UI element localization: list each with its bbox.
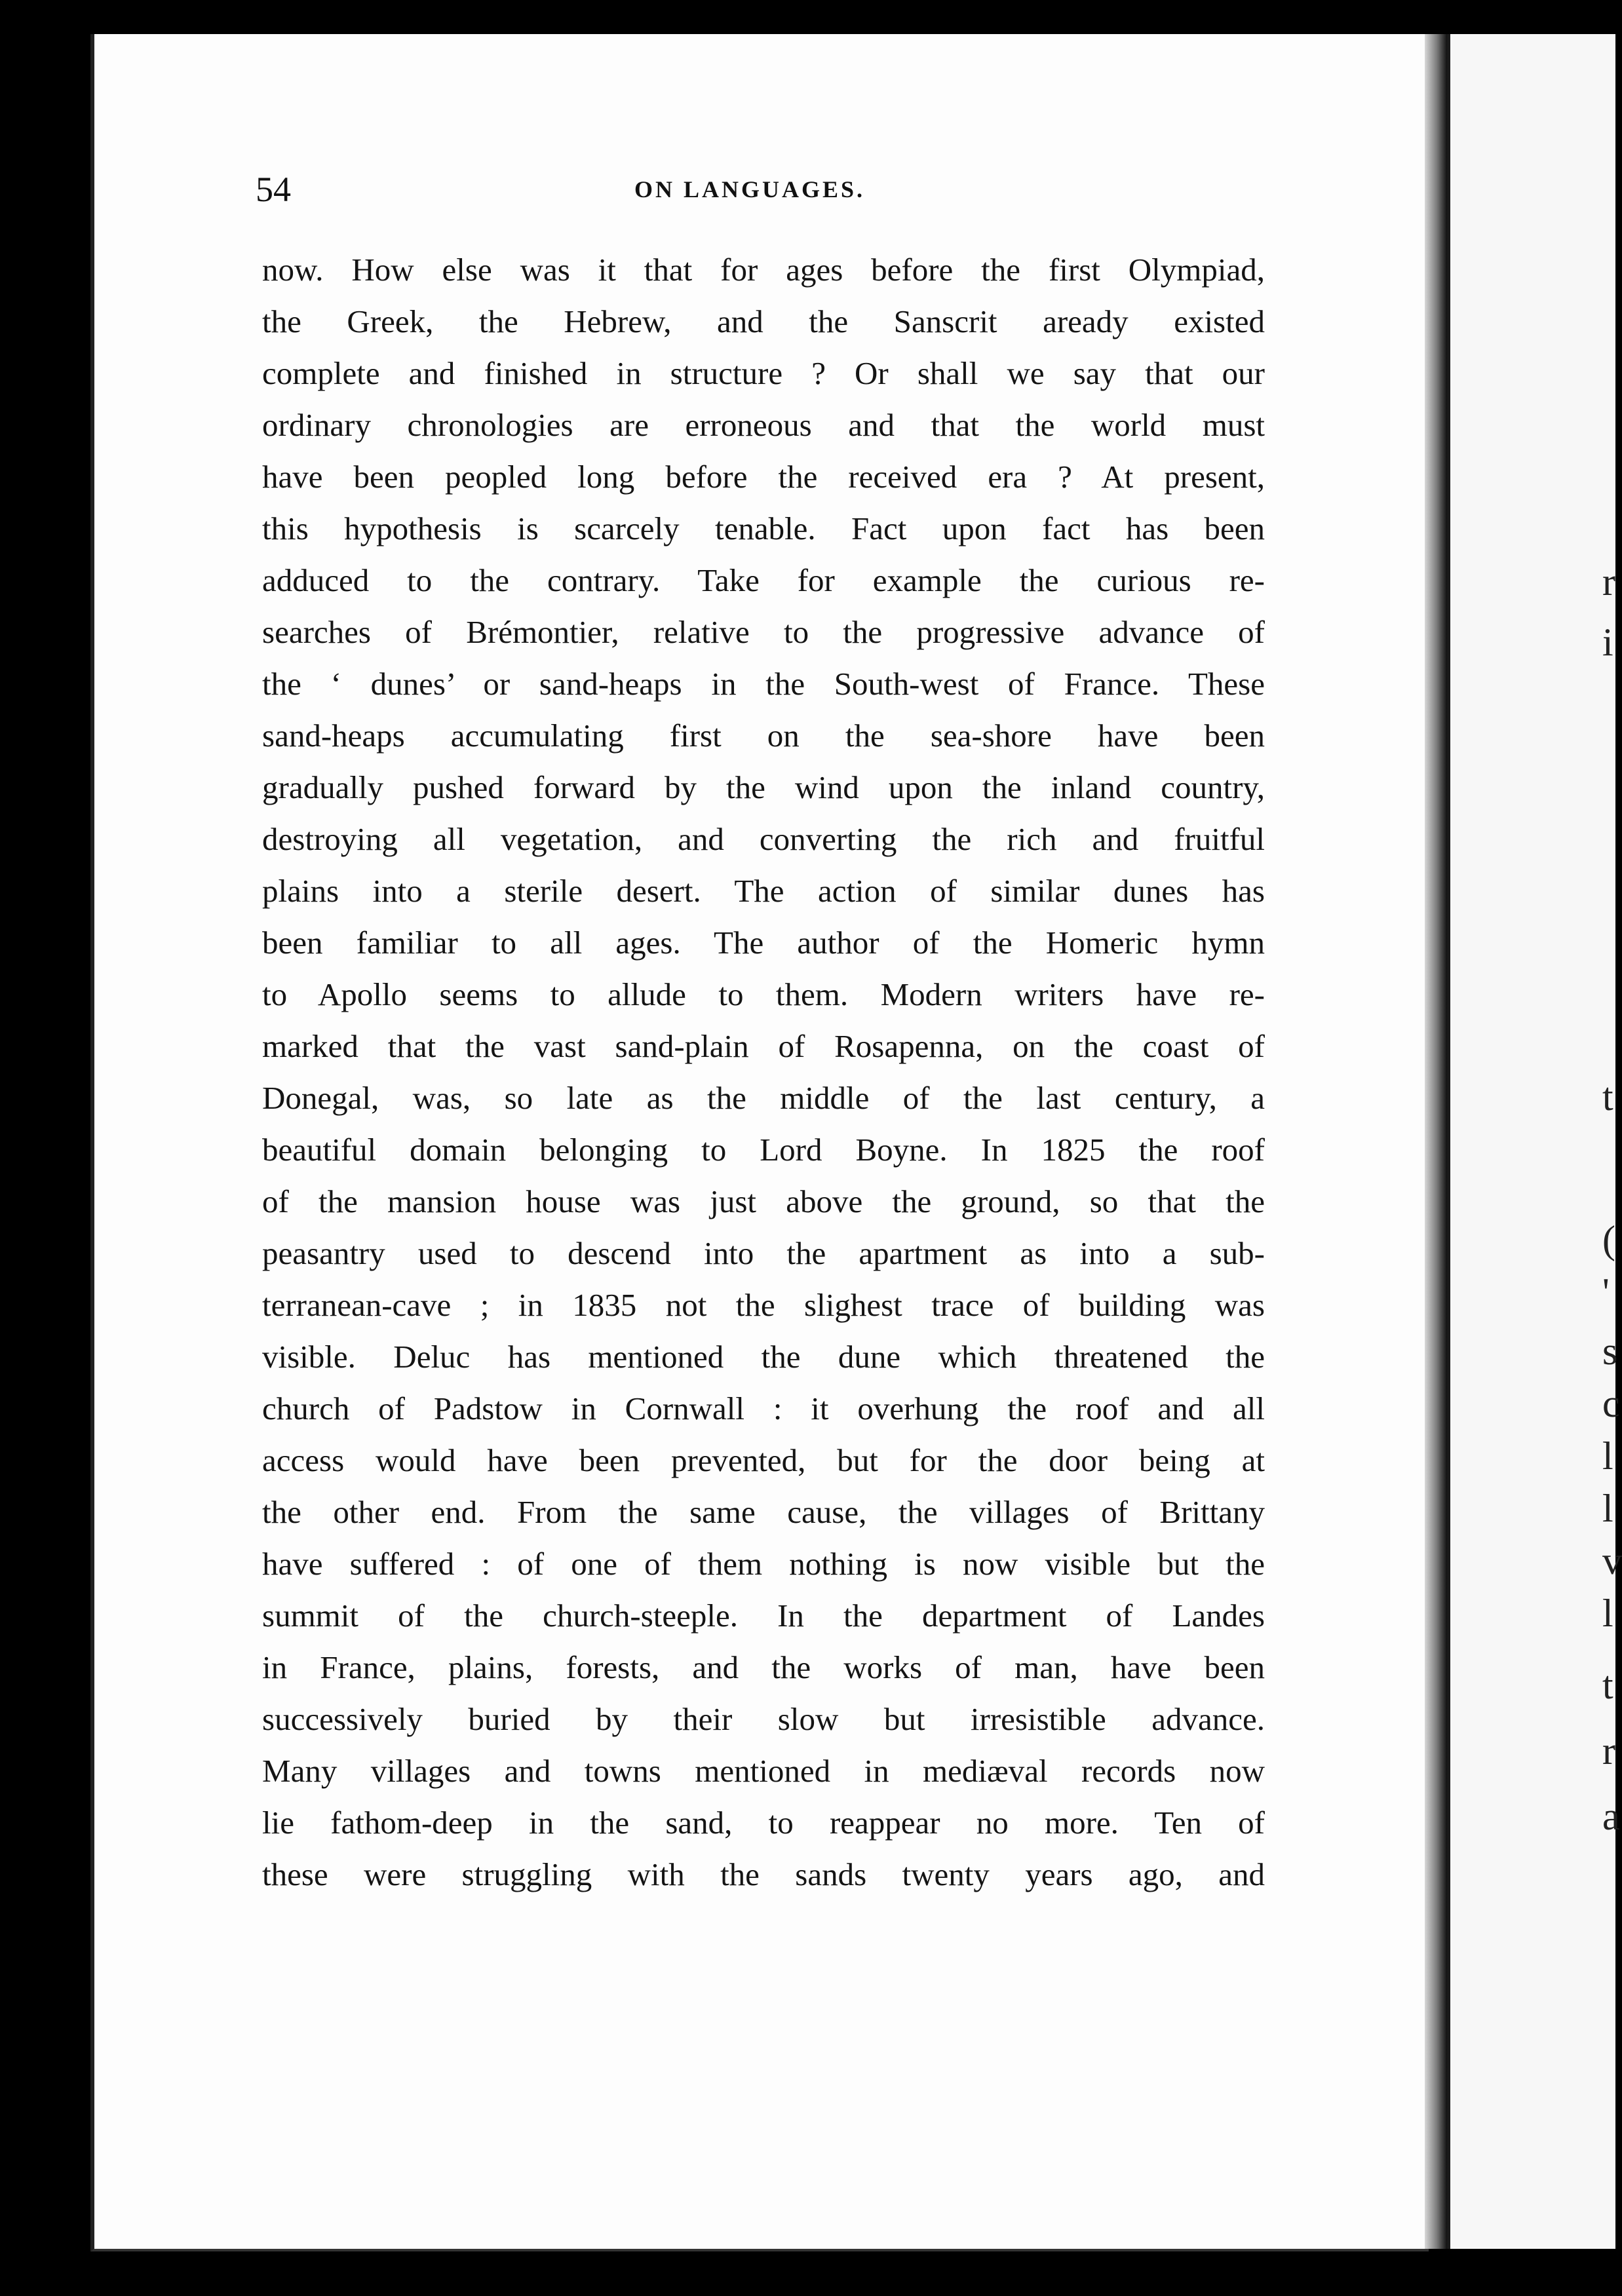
text-line: adduced to the contrary. Take for example the curious re-: [262, 562, 1265, 598]
text-line: to Apollo seems to allude to them. Modern writers have re-: [262, 976, 1265, 1012]
text-line: have been peopled long before the received era ? At present,: [262, 459, 1265, 495]
page-number: 54: [256, 170, 291, 209]
edge-fragment: s: [1602, 1330, 1618, 1373]
edge-fragment: l: [1602, 1434, 1613, 1478]
text-line: access would have been prevented, but for the door being at: [262, 1442, 1265, 1478]
text-line: peasantry used to descend into the apartment as into a sub-: [262, 1235, 1265, 1271]
text-line: in France, plains, forests, and the works of man, have been: [262, 1649, 1265, 1685]
edge-fragment: i: [1602, 621, 1613, 664]
text-line: destroying all vegetation, and converting the rich and fruitful: [262, 821, 1265, 857]
text-line: church of Padstow in Cornwall : it overhung the roof and all: [262, 1390, 1265, 1426]
edge-fragment: t: [1602, 1075, 1613, 1119]
text-line: gradually pushed forward by the wind upon the inland country,: [262, 769, 1265, 805]
text-line: the other end. From the same cause, the villages of Brittany: [262, 1494, 1265, 1530]
text-line: complete and finished in structure ? Or shall we say that our: [262, 355, 1265, 391]
edge-fragment: t: [1602, 1664, 1613, 1707]
body-text: [262, 244, 1265, 1900]
page-header: [256, 169, 1258, 215]
text-line: summit of the church-steeple. In the department of Landes: [262, 1598, 1265, 1634]
text-line: ordinary chronologies are erroneous and that the world must: [262, 407, 1265, 443]
text-line: now. How else was it that for ages before the first Olympiad,: [262, 252, 1265, 288]
text-line: of the mansion house was just above the ground, so that the: [262, 1183, 1265, 1219]
text-line: the Greek, the Hebrew, and the Sanscrit aready existed: [262, 303, 1265, 339]
text-line: Donegal, was, so late as the middle of the last century, a: [262, 1080, 1265, 1116]
text-line: terranean-cave ; in 1835 not the slighest trace of building was: [262, 1287, 1265, 1323]
text-line: marked that the vast sand-plain of Rosapenna, on the coast of: [262, 1028, 1265, 1064]
text-line: searches of Brémontier, relative to the progressive advance of: [262, 614, 1265, 650]
edge-fragment: r: [1602, 1729, 1615, 1772]
text-line: have suffered : of one of them nothing is now visible but the: [262, 1546, 1265, 1582]
text-line: beautiful domain belonging to Lord Boyne. In 1825 the roof: [262, 1132, 1265, 1168]
edge-fragment: (: [1602, 1218, 1615, 1261]
text-line: the ‘ dunes’ or sand-heaps in the South-west of France. These: [262, 666, 1265, 702]
edge-fragment: ': [1602, 1271, 1610, 1314]
running-head: ON LANGUAGES.: [634, 176, 866, 202]
text-line: lie fathom-deep in the sand, to reappear no more. Ten of: [262, 1805, 1265, 1841]
text-line: plains into a sterile desert. The action of similar dunes has: [262, 873, 1265, 909]
text-line: been familiar to all ages. The author of the Homeric hymn: [262, 925, 1265, 961]
edge-fragment: c: [1602, 1382, 1620, 1425]
book-gutter: [1425, 34, 1447, 2249]
edge-fragment: v: [1602, 1539, 1622, 1582]
edge-fragment: a: [1602, 1795, 1620, 1838]
text-line: this hypothesis is scarcely tenable. Fact upon fact has been: [262, 510, 1265, 546]
edge-fragment: l: [1602, 1487, 1613, 1530]
text-line: Many villages and towns mentioned in mediæval records now: [262, 1753, 1265, 1789]
text-line: successively buried by their slow but irresistible advance.: [262, 1701, 1265, 1737]
text-line: these were struggling with the sands twenty years ago, and: [262, 1856, 1265, 1892]
text-line: visible. Deluc has mentioned the dune which threatened the: [262, 1339, 1265, 1375]
edge-fragment: r: [1602, 560, 1615, 603]
text-line: sand-heaps accumulating first on the sea-shore have been: [262, 718, 1265, 754]
edge-fragment: l: [1602, 1592, 1613, 1635]
right-page-edge: [1447, 34, 1622, 2249]
